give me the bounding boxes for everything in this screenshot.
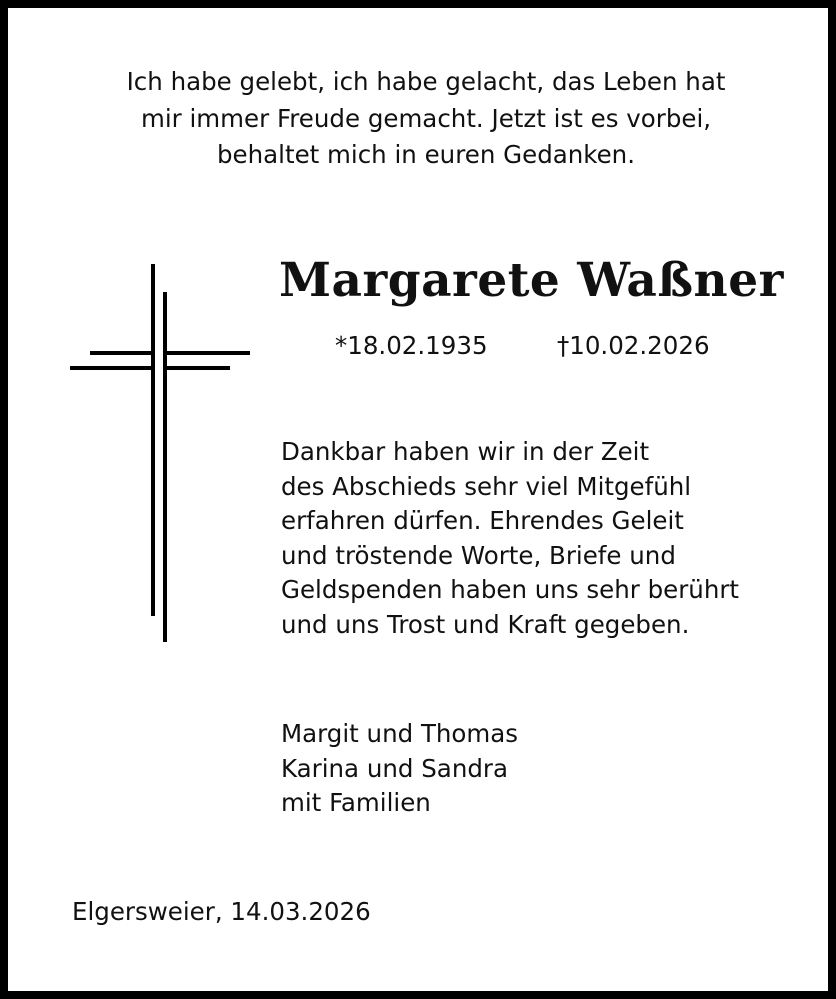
thanks-line: und tröstende Worte, Briefe und: [281, 540, 676, 570]
quote-line: Ich habe gelebt, ich habe gelacht, das Leben hat: [126, 67, 726, 96]
thanks-line: Dankbar haben wir in der Zeit: [281, 437, 650, 466]
memorial-quote: [48, 64, 804, 174]
family-line: Karina und Sandra: [281, 753, 508, 783]
thanks-line: erfahren dürfen. Ehrendes Geleit: [281, 506, 684, 535]
family-line: mit Familien: [281, 788, 431, 817]
thanks-line: Geldspenden haben uns sehr berührt: [281, 575, 740, 604]
quote-line: mir immer Freude gemacht. Jetzt ist es vorbei,: [140, 103, 712, 133]
thanks-line: und uns Trost und Kraft gegeben.: [281, 609, 690, 639]
thanks-text: [281, 435, 739, 642]
birth-date: *18.02.1935: [335, 331, 488, 360]
place-date: Elgersweier, 14.03.2026: [72, 897, 371, 926]
deceased-name: Margarete Waßner: [279, 253, 784, 308]
thanks-line: des Abschieds sehr viel Mitgefühl: [281, 471, 692, 501]
family-line: Margit und Thomas: [281, 719, 519, 748]
cross-icon: [68, 262, 254, 646]
family-signature: [281, 717, 518, 821]
death-date: †10.02.2026: [557, 331, 710, 360]
quote-line: behaltet mich in euren Gedanken.: [216, 140, 635, 169]
